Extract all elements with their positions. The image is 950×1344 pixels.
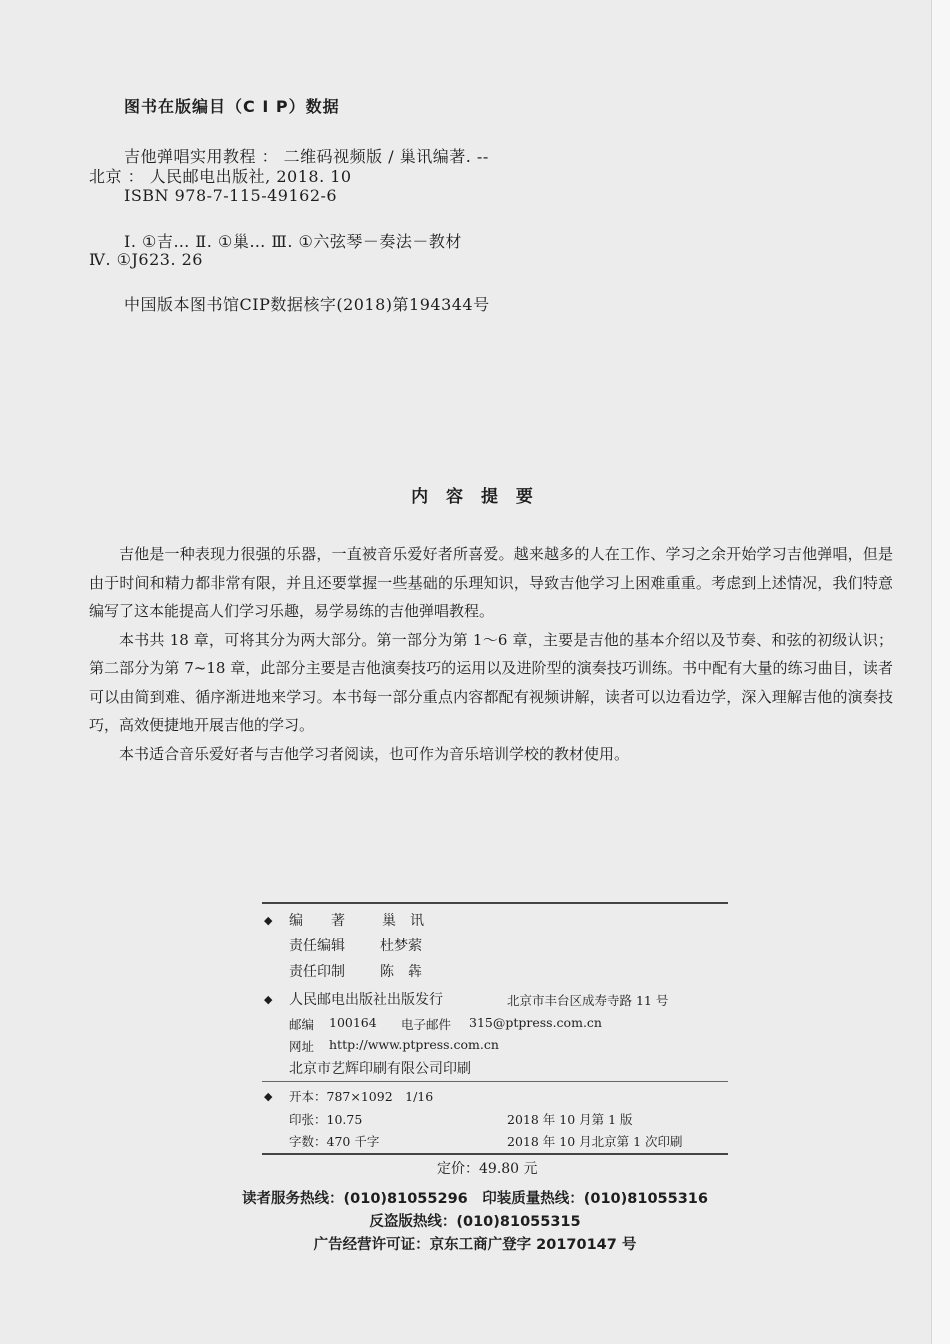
- cip-line-title: 吉他弹唱实用教程 ： 二维码视频版 / 巢讯编著. --: [124, 147, 489, 166]
- service-hotlines: 读者服务热线：(010)81055296 印装质量热线：(010)81055316: [242, 1191, 708, 1207]
- website: http://www.ptpress.com.cn: [329, 1037, 499, 1052]
- summary-paragraph: 吉他是一种表现力很强的乐器，一直被音乐爱好者所喜爱。越来越多的人在工作、学习之余开始学习吉他弹唱，但是由于时间和精力都非常有限，并且还要掌握一些基础的乐理知识，导致吉他学习上困难重重。考虑到上述情况，我们特意编写了这本能提高人们学习乐趣，易学易练的吉他弹唱教程。: [89, 545, 893, 620]
- print-sheets: 印张：10.75: [289, 1112, 363, 1127]
- page-edge: [931, 0, 950, 1344]
- author-label: 编 著: [289, 913, 345, 929]
- cip-line-subjects: Ⅰ. ①吉… Ⅱ. ①巢… Ⅲ. ①六弦琴－奏法－教材: [124, 232, 462, 251]
- word-count: 字数：470 千字: [289, 1134, 380, 1149]
- summary-body: [89, 540, 893, 768]
- print-run: 2018 年 10 月北京第 1 次印刷: [507, 1134, 683, 1149]
- cip-line-record: 中国版本图书馆CIP数据核字(2018)第194344号: [124, 295, 490, 314]
- price: 定价：49.80 元: [437, 1161, 538, 1177]
- bullet-icon: ◆: [264, 993, 273, 1006]
- advertising-license: 广告经营许可证：京东工商广登字 20170147 号: [313, 1237, 637, 1253]
- email-label: 电子邮件: [401, 1017, 452, 1032]
- bullet-icon: ◆: [264, 1090, 273, 1103]
- editor-label: 责任编辑: [289, 938, 345, 954]
- website-label: 网址: [289, 1039, 315, 1054]
- colophon-mid-rule: [262, 1081, 728, 1082]
- cip-line-isbn: ISBN 978-7-115-49162-6: [124, 186, 338, 205]
- publisher-address: 北京市丰台区成寿寺路 11 号: [507, 993, 669, 1008]
- colophon-top-rule: [262, 902, 728, 904]
- postcode-label: 邮编: [289, 1017, 315, 1032]
- printer: 北京市艺辉印刷有限公司印刷: [289, 1061, 471, 1077]
- editor-name: 杜梦萦: [380, 938, 422, 954]
- cip-line-classification: Ⅳ. ①J623. 26: [89, 250, 203, 269]
- summary-title: 内 容 提 要: [411, 487, 539, 507]
- printing-name: 陈 犇: [380, 964, 422, 980]
- edition: 2018 年 10 月第 1 版: [507, 1112, 633, 1127]
- author-name: 巢 讯: [382, 913, 424, 929]
- antipiracy-hotline: 反盗版热线：(010)81055315: [369, 1214, 581, 1230]
- cip-line-publisher: 北京 ： 人民邮电出版社, 2018. 10: [89, 167, 352, 186]
- bullet-icon: ◆: [264, 914, 273, 927]
- printing-label: 责任印制: [289, 964, 345, 980]
- summary-paragraph: 本书适合音乐爱好者与吉他学习者阅读，也可作为音乐培训学校的教材使用。: [119, 744, 630, 763]
- publisher: 人民邮电出版社出版发行: [289, 992, 443, 1008]
- email: 315@ptpress.com.cn: [469, 1015, 602, 1030]
- summary-paragraph: 本书共 18 章，可将其分为两大部分。第一部分为第 1～6 章，主要是吉他的基本介绍以及节奏、和弦的初级认识；第二部分为第 7~18 章，此部分主要是吉他演奏技巧的运用以及进阶型的演奏技巧训练。书中配有大量的练习曲目，读者可以由简到难、循序渐进地来学习。本书每一部分重点内容都配有视频讲解，读者可以边看边学，深入理解吉他的演奏技巧，高效便捷地开展吉他的学习。: [89, 630, 893, 734]
- colophon-bottom-rule: [262, 1153, 728, 1155]
- postcode: 100164: [329, 1015, 377, 1030]
- book-format: 开本：787×1092 1/16: [289, 1089, 434, 1104]
- cip-heading: 图书在版编目（C I P）数据: [124, 97, 340, 116]
